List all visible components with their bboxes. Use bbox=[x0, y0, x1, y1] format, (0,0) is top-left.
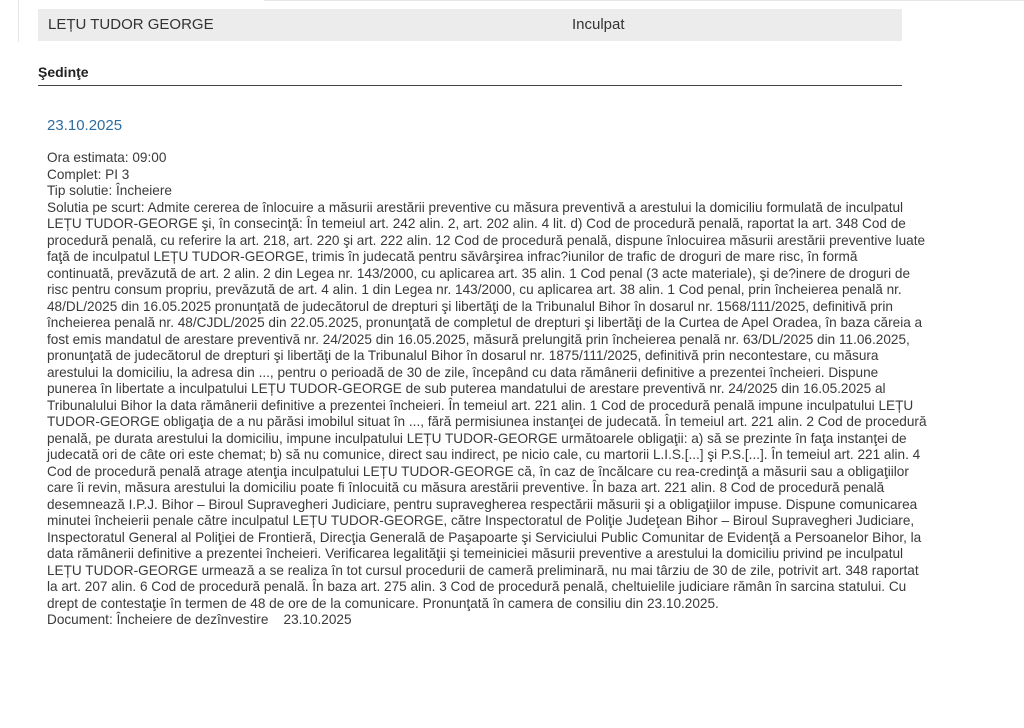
document-line bbox=[47, 612, 927, 629]
session-date: 23.10.2025 bbox=[47, 117, 123, 134]
estimated-time: Ora estimata: 09:00 bbox=[47, 150, 167, 165]
left-edge-strip bbox=[0, 0, 19, 42]
solution-summary: Solutia pe scurt: Admite cererea de înlocuire a măsurii arestării preventive cu măsura preventivă a arestului la domiciliu formulată de inculpatul LEȚU TUDOR-GEORGE şi, în consecinţă: În temeiul art. 242 alin. 2, art. 202 alin. 4 lit. d) Cod de procedură penală, raportat la art. 348 Cod de procedură penală, cu referire la art. 218, art. 220 şi art. 222 alin. 12 Cod de procedură penală, dispune înlocuirea măsurii arestării preventive luate faţă de inculpatul LEȚU TUDOR-GEORGE, trimis în judecată pentru săvârşirea infrac?iunilor de trafic de droguri de mare risc, în formă continuată, prevăzută de art. 2 alin. 2 din Legea nr. 143/2000, cu aplicarea art. 35 alin. 1 Cod penal (3 acte materiale), şi de?inere de droguri de risc pentru consum propriu, prevăzută de art. 4 alin. 1 din Legea nr. 143/2000, cu aplicarea art. 38 alin. 1 Cod penal, prin încheierea penală nr. 48/DL/2025 din 16.05.2025 pronunţată de judecătorul de drepturi şi libertăţi de la Tribunalul Bihor în dosarul nr. 1568/111/2025, definitivă prin încheierea penală nr. 48/CJDL/2025 din 22.05.2025, pronunţată de completul de drepturi şi libertăţi de la Curtea de Apel Oradea, în baza căreia a fost emis mandatul de arestare preventivă nr. 24/2025 din 16.05.2025, măsură prelungită prin încheierea penală nr. 63/DL/2025 din 11.06.2025, pronunţată de judecătorul de drepturi şi libertăţi de la Tribunalul Bihor în dosarul nr. 1875/111/2025, definitivă prin necontestare, cu măsura arestului la domiciliu, la adresa din ..., pentru o perioadă de 30 de zile, începând cu data rămânerii definitive a prezentei încheieri. Dispune punerea în libertate a inculpatului LEȚU TUDOR-GEORGE de sub puterea mandatului de arestare preventivă nr. 24/2025 din 16.05.2025 al Tribunalului Bihor la data rămânerii definitive a prezentei încheieri. În temeiul art. 221 alin. 1 Cod de procedură penală impune inculpatului LEȚU TUDOR-GEORGE obligaţia de a nu părăsi imobilul situat în ..., fără permisiunea instanţei de judecată. În temeiul art. 221 alin. 2 Cod de procedură penală, pe durata arestului la domiciliu, impune inculpatului LEȚU TUDOR-GEORGE următoarele obligaţii: a) să se prezinte în faţa instanţei de judecată ori de câte ori este chemat; b) să nu comunice, direct sau indirect, pe nicio cale, cu martorii L.I.S.[...] şi P.S.[...]. În temeiul art. 221 alin. 4 Cod de procedură penală atrage atenţia inculpatului LEȚU TUDOR-GEORGE că, în caz de încălcare cu rea-credinţă a măsurii sau a obligaţiilor care îi revin, măsura arestului la domiciliu poate fi înlocuită cu măsura arestării preventive. În baza art. 221 alin. 8 Cod de procedură penală desemnează I.P.J. Bihor – Biroul Supravegheri Judiciare, pentru supravegherea respectării măsurii şi a obligaţiilor impuse. Dispune comunicarea minutei încheierii penale către inculpatul LEȚU TUDOR-GEORGE, către Inspectoratul de Poliţie Judeţean Bihor – Biroul Supravegheri Judiciare, Inspectoratul General al Poliţiei de Frontieră, Direcţia Generală de Paşapoarte şi Serviciului Public Comunitar de Evidenţă a Persoanelor Bihor, la data rămânerii definitive a prezentei încheieri. Verificarea legalităţii şi temeiniciei măsurii preventive a arestului la domiciliu privind pe inculpatul LEȚU TUDOR-GEORGE urmează a se realiza în tot cursul procedurii de cameră preliminară, nu mai târziu de 30 de zile, potrivit art. 348 raportat la art. 207 alin. 6 Cod de procedură penală. În baza art. 275 alin. 3 Cod de procedură penală, cheltuielile judiciare rămân în sarcina statului. Cu drept de contestaţie în termen de 48 de ore de la comunicare. Pronunţată în camera de consiliu din 23.10.2025. bbox=[47, 199, 927, 611]
document-date: 23.10.2025 bbox=[283, 612, 352, 627]
party-name: LEȚU TUDOR GEORGE bbox=[48, 16, 214, 33]
sessions-section-title: Şedinţe bbox=[38, 64, 89, 80]
section-divider bbox=[38, 85, 902, 86]
session-details bbox=[47, 150, 927, 629]
solution-type: Tip solutie: Încheiere bbox=[47, 183, 172, 198]
panel: Complet: PI 3 bbox=[47, 166, 130, 182]
party-role: Inculpat bbox=[572, 16, 625, 33]
party-row bbox=[38, 9, 902, 41]
top-divider bbox=[264, 0, 1024, 1]
document-label: Document: Încheiere de dezînvestire bbox=[47, 612, 269, 627]
